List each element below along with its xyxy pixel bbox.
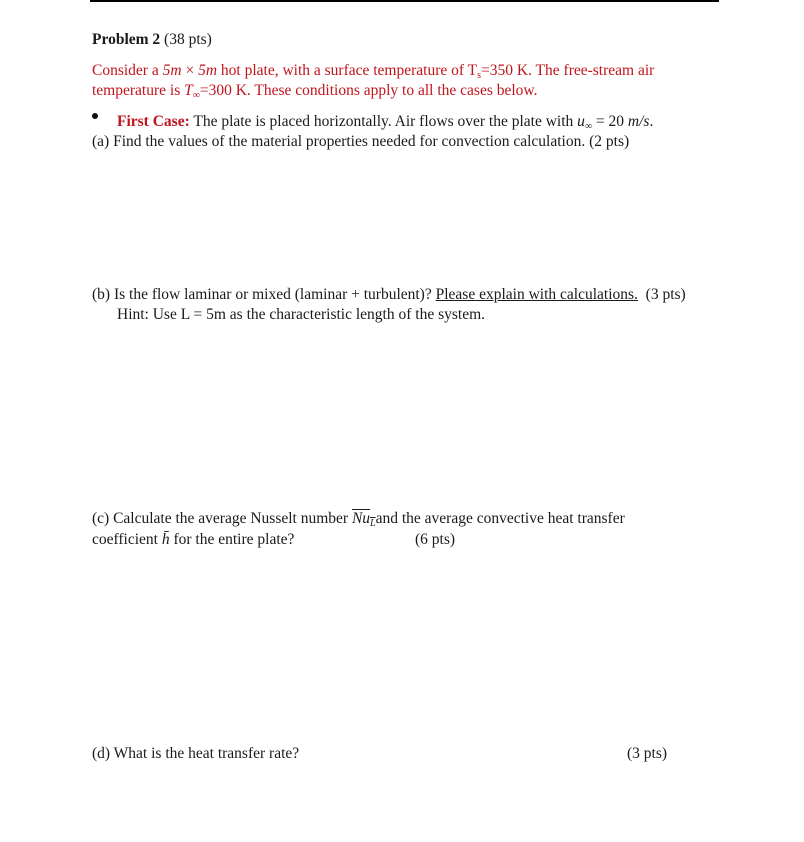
first-case-label: First Case: xyxy=(117,113,190,130)
nusselt-text: Nu xyxy=(351,510,371,527)
part-c-points: (6 pts) xyxy=(415,531,456,548)
part-b-hint: Hint: Use L = 5m as the characteristic length of the system. xyxy=(117,306,486,323)
subscript-s: s xyxy=(477,70,482,81)
part-b-text: (b) Is the flow laminar or mixed (laminar + turbulent)? xyxy=(92,286,436,303)
temperature-symbol: T xyxy=(184,82,193,99)
part-b-underlined: Please explain with calculations. xyxy=(435,286,638,303)
subscript-infinity: ∞ xyxy=(192,90,200,101)
times-sign: × xyxy=(181,62,199,79)
intro-text: =350 K. The free-stream air xyxy=(481,62,655,79)
problem-points: (38 pts) xyxy=(164,31,212,48)
velocity-symbol: u xyxy=(577,113,585,130)
first-case-line xyxy=(117,114,653,132)
part-d-points: (3 pts) xyxy=(627,745,668,762)
subscript-L: L xyxy=(370,518,376,529)
nusselt-symbol xyxy=(352,510,376,527)
part-b-points: (3 pts) xyxy=(637,286,686,303)
velocity-value: = 20 xyxy=(592,113,628,130)
intro-text: =300 K. These conditions apply to all the cases below. xyxy=(199,82,538,99)
subscript-infinity: ∞ xyxy=(584,121,593,132)
period: . xyxy=(649,113,654,130)
intro-line-1 xyxy=(92,63,654,81)
part-d: (d) What is the heat transfer rate? xyxy=(92,745,300,762)
part-a: (a) Find the values of the material properties needed for convection calculation. (2 pts) xyxy=(92,133,630,150)
intro-line-2 xyxy=(92,83,538,101)
dimension-1: 5m xyxy=(162,62,182,79)
part-c-line-1 xyxy=(92,511,625,529)
part-b xyxy=(92,287,686,303)
intro-text: Consider a xyxy=(92,62,163,79)
part-c-line-2 xyxy=(92,532,294,548)
part-c-text: (c) Calculate the average Nusselt number xyxy=(92,510,352,527)
intro-text: hot plate, with a surface temperature of T xyxy=(217,62,478,79)
first-case-text: The plate is placed horizontally. Air flows over the plate with xyxy=(189,113,578,130)
part-c-text: coefficient xyxy=(92,531,162,548)
intro-text: temperature is xyxy=(92,82,185,99)
problem-title: Problem 2 xyxy=(92,31,161,48)
bullet-icon xyxy=(92,113,98,119)
top-rule xyxy=(90,0,719,2)
problem-heading xyxy=(92,32,212,48)
h-bar-symbol: h̄ xyxy=(161,531,170,548)
velocity-units: m/s xyxy=(627,113,650,130)
part-c-text: for the entire plate? xyxy=(169,531,295,548)
dimension-2: 5m xyxy=(198,62,218,79)
part-c-text: and the average convective heat transfer xyxy=(375,510,625,527)
